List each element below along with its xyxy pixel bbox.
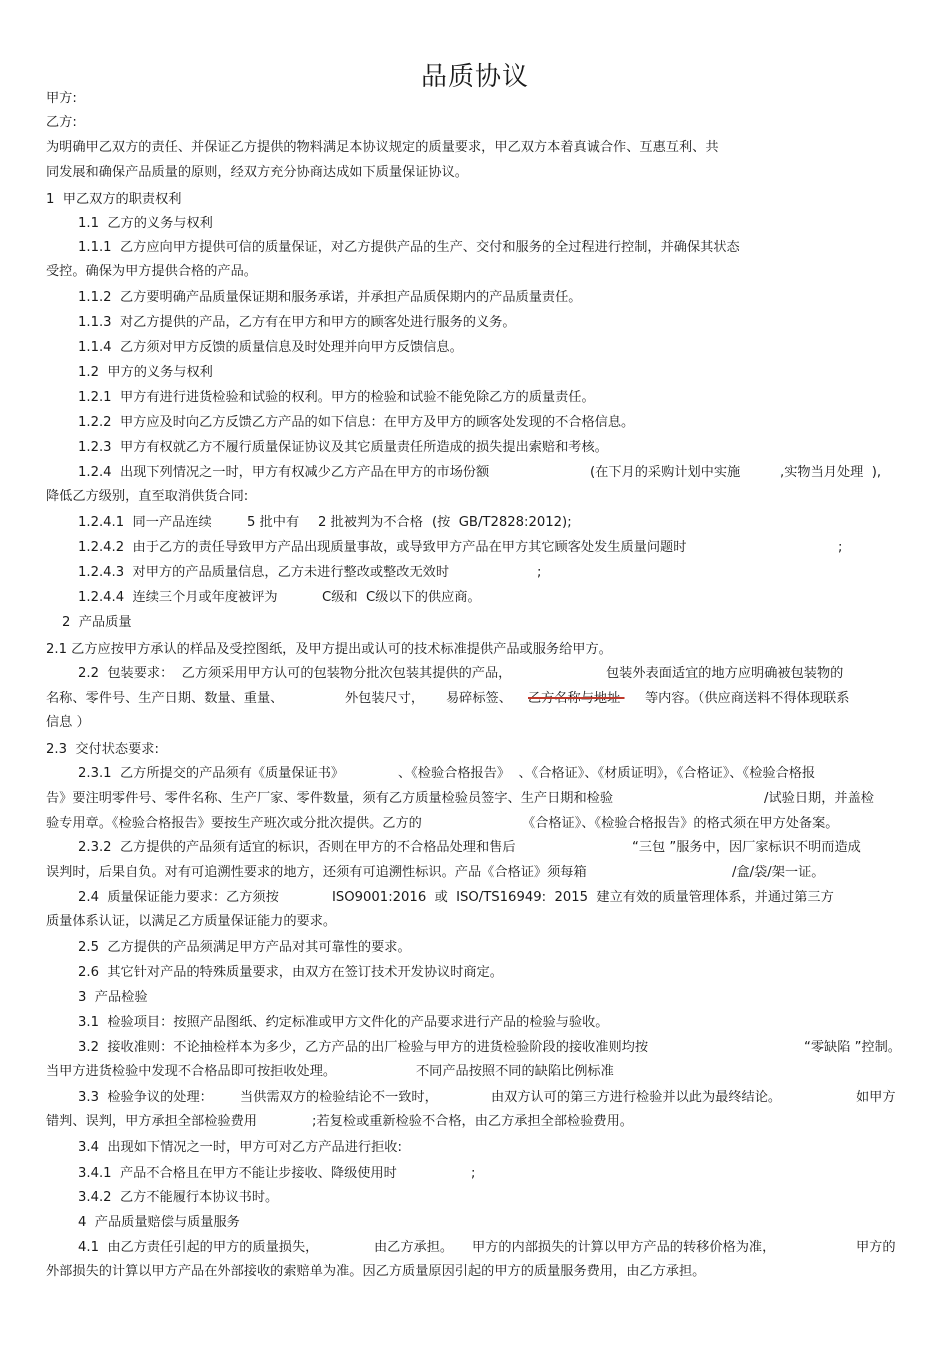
text-segment: 如甲方 xyxy=(856,1090,896,1105)
text-segment: /盒/袋/架一证。 xyxy=(732,865,825,880)
text-segment: 2.3 交付状态要求: xyxy=(46,742,159,757)
text-line-s1-1-3 xyxy=(0,311,950,335)
text-line-s3-4-1 xyxy=(0,1162,950,1186)
text-line-s1-2-1 xyxy=(0,386,950,410)
text-segment: 1.1.4 乙方须对甲方反馈的质量信息及时处理并向甲方反馈信息。 xyxy=(78,340,463,355)
text-segment: 乙方名称与地址 xyxy=(528,691,625,706)
text-line-party-b xyxy=(0,111,950,135)
text-line-s2-3-2a xyxy=(0,836,950,860)
text-segment: 同发展和确保产品质量的原则，经双方充分协商达成如下质量保证协议。 xyxy=(46,165,468,180)
text-segment: 1.2 甲方的义务与权利 xyxy=(78,365,213,380)
text-segment: 外部损失的计算以甲方产品在外部接收的索赔单为准。因乙方质量原因引起的甲方的质量服务费用，由乙方承担。 xyxy=(46,1264,706,1279)
text-line-intro-1 xyxy=(0,136,950,160)
text-segment: 1.2.2 甲方应及时向乙方反馈乙方产品的如下信息：在甲方及甲方的顾客处发现的不合格信息。 xyxy=(78,415,635,430)
text-segment: 甲方的内部损失的计算以甲方产品的转移价格为准， xyxy=(472,1240,776,1255)
text-segment: 2.1 乙方应按甲方承认的样品及受控图纸，及甲方提出或认可的技术标准提供产品或服务给甲方。 xyxy=(46,642,612,657)
text-segment: 3.4.2 乙方不能履行本协议书时。 xyxy=(78,1190,279,1205)
text-line-s2-4a xyxy=(0,886,950,910)
text-line-s1-1-1b xyxy=(0,260,950,284)
text-segment: 为明确甲乙双方的责任、并保证乙方提供的物料满足本协议规定的质量要求，甲乙双方本着真诚合作、互惠互利、共 xyxy=(46,140,719,155)
text-segment: 名称、零件号、生产日期、数量、重量、 xyxy=(46,691,284,706)
text-line-intro-2 xyxy=(0,161,950,185)
text-segment: 1.2.3 甲方有权就乙方不履行质量保证协议及其它质量责任所造成的损失提出索赔和考核。 xyxy=(78,440,608,455)
text-segment: 2.6 其它针对产品的特殊质量要求，由双方在签订技术开发协议时商定。 xyxy=(78,965,503,980)
text-line-s2-2a xyxy=(0,662,950,686)
text-line-s2-3-1b xyxy=(0,787,950,811)
text-segment: 甲方的 xyxy=(856,1240,896,1255)
text-segment: 由双方认可的第三方进行检验并以此为最终结论。 xyxy=(491,1090,782,1105)
text-line-s1-1-2 xyxy=(0,286,950,310)
text-segment: /试验日期，并盖检 xyxy=(764,791,874,806)
text-segment: 1.1.3 对乙方提供的产品，乙方有在甲方和甲方的顾客处进行服务的义务。 xyxy=(78,315,516,330)
text-segment: 《合格证》、《检验合格报告》的格式须在甲方处备案。 xyxy=(522,816,839,831)
document-title: 品质协议 xyxy=(420,62,529,92)
text-segment: 2.4 质量保证能力要求：乙方须按 xyxy=(78,890,279,905)
text-segment: 错判、误判，甲方承担全部检验费用 xyxy=(46,1114,257,1129)
text-segment: 1.2.4.4 连续三个月或年度被评为 xyxy=(78,590,278,605)
text-line-s1-1-4 xyxy=(0,336,950,360)
text-segment: 1.2.4.1 同一产品连续 xyxy=(78,515,212,530)
text-line-s2-3-1c xyxy=(0,812,950,836)
text-segment: 2 批被判为不合格 xyxy=(318,515,423,530)
text-line-s1 xyxy=(0,188,950,212)
text-segment: 1.2.4.2 由于乙方的责任导致甲方产品出现质量事故，或导致甲方产品在甲方其它顾客处发生质量问题时 xyxy=(78,540,687,555)
text-segment: ;若复检或重新检验不合格，由乙方承担全部检验费用。 xyxy=(312,1114,633,1129)
text-line-s4-1b xyxy=(0,1260,950,1284)
text-line-s1-2-4b xyxy=(0,485,950,509)
text-line-s1-2-3 xyxy=(0,436,950,460)
text-line-s1-1-1a xyxy=(0,236,950,260)
text-line-s3-2a xyxy=(0,1036,950,1060)
text-segment: 误判时，后果自负。对有可追溯性要求的地方，还须有可追溯性标识。产品《合格证》须每箱 xyxy=(46,865,587,880)
text-segment: 1.2.4 出现下列情况之一时，甲方有权减少乙方产品在甲方的市场份额 xyxy=(78,465,490,480)
text-line-s2-2b xyxy=(0,687,950,711)
text-line-s3-4 xyxy=(0,1136,950,1160)
text-segment: 外包装尺寸， xyxy=(345,691,425,706)
text-segment: ,实物当月处理 ), xyxy=(780,465,882,480)
text-segment: 3.1 检验项目：按照产品图纸、约定标准或甲方文件化的产品要求进行产品的检验与验收。 xyxy=(78,1015,609,1030)
text-line-s2-6 xyxy=(0,961,950,985)
text-line-s1-2-2 xyxy=(0,411,950,435)
text-line-s2-1 xyxy=(0,638,950,662)
text-line-s2-5 xyxy=(0,936,950,960)
text-line-s1-2-4a xyxy=(0,461,950,485)
text-segment: 5 批中有 xyxy=(247,515,300,530)
text-line-s1-2-4-4 xyxy=(0,586,950,610)
text-line-s3-1 xyxy=(0,1011,950,1035)
text-segment: “零缺陷 ”控制。 xyxy=(804,1040,901,1055)
text-line-s2-3-1a xyxy=(0,762,950,786)
text-line-s3-4-2 xyxy=(0,1186,950,1210)
text-segment: 2.3.1 乙方所提交的产品须有《质量保证书》 xyxy=(78,766,345,781)
text-segment: ; xyxy=(537,565,542,580)
text-segment: 不同产品按照不同的缺陷比例标准 xyxy=(416,1064,614,1079)
text-segment: 质量体系认证，以满足乙方质量保证能力的要求。 xyxy=(46,914,337,929)
text-segment: 1.1.1 乙方应向甲方提供可信的质量保证，对乙方提供产品的生产、交付和服务的全过程进行控制，并确保其状态 xyxy=(78,240,740,255)
text-segment: 由乙方承担。 xyxy=(374,1240,454,1255)
text-segment: 2.2 包装要求： 乙方须采用甲方认可的包装物分批次包装其提供的产品， xyxy=(78,666,512,681)
text-segment: 2.5 乙方提供的产品须满足甲方产品对其可靠性的要求。 xyxy=(78,940,411,955)
text-segment: 信息 ） xyxy=(46,715,90,730)
text-line-s3 xyxy=(0,986,950,1010)
text-segment: ISO9001:2016 或 ISO/TS16949: 2015 建立有效的质量管理体系，并通过第三方 xyxy=(332,890,834,905)
text-line-s3-2b xyxy=(0,1060,950,1084)
text-line-s2-2c xyxy=(0,711,950,735)
text-segment: 1.1.2 乙方要明确产品质量保证期和服务承诺，并承担产品质保期内的产品质量责任。 xyxy=(78,290,582,305)
text-segment: 3.2 接收准则：不论抽检样本为多少，乙方产品的出厂检验与甲方的进货检验阶段的接收准则均按 xyxy=(78,1040,649,1055)
text-segment: ; xyxy=(471,1166,476,1181)
text-segment: 受控。确保为甲方提供合格的产品。 xyxy=(46,264,257,279)
text-segment: 2.3.2 乙方提供的产品须有适宜的标识，否则在甲方的不合格品处理和售后 xyxy=(78,840,516,855)
text-line-s3-3b xyxy=(0,1110,950,1134)
text-line-s1-2-4-1 xyxy=(0,511,950,535)
text-segment: 3.4 出现如下情况之一时，甲方可对乙方产品进行拒收: xyxy=(78,1140,402,1155)
text-segment: 等内容。（供应商送料不得体现联系 xyxy=(645,691,850,706)
text-segment: 1 甲乙双方的职责权利 xyxy=(46,192,182,207)
text-line-s1-2 xyxy=(0,361,950,385)
text-segment: 4 产品质量赔偿与质量服务 xyxy=(78,1215,240,1230)
text-line-s4-1a xyxy=(0,1236,950,1260)
text-segment: 降低乙方级别，直至取消供货合同: xyxy=(46,489,249,504)
text-segment: 当供需双方的检验结论不一致时， xyxy=(240,1090,438,1105)
text-line-s3-3a xyxy=(0,1086,950,1110)
text-segment: 乙方: xyxy=(46,115,77,130)
text-segment: 2 产品质量 xyxy=(62,615,132,630)
text-line-party-a xyxy=(0,87,950,111)
text-line-s1-2-4-3 xyxy=(0,561,950,585)
text-line-s2-3-2b xyxy=(0,861,950,885)
text-segment: 1.2.1 甲方有进行进货检验和试验的权利。甲方的检验和试验不能免除乙方的质量责任。 xyxy=(78,390,595,405)
text-segment: C级和 C级以下的供应商。 xyxy=(322,590,481,605)
text-segment: ; xyxy=(838,540,843,555)
text-segment: 1.2.4.3 对甲方的产品质量信息，乙方未进行整改或整改无效时 xyxy=(78,565,450,580)
text-segment: 包装外表面适宜的地方应明确被包装物的 xyxy=(606,666,844,681)
text-line-s2 xyxy=(0,611,950,635)
text-segment: (按 GB/T2828:2012); xyxy=(432,515,572,530)
text-segment: 1.1 乙方的义务与权利 xyxy=(78,216,213,231)
text-line-s2-3 xyxy=(0,738,950,762)
text-segment: (在下月的采购计划中实施 xyxy=(590,465,741,480)
text-segment: 3 产品检验 xyxy=(78,990,148,1005)
text-segment: 、《检验合格报告》 、《合格证》、《材质证明》，《合格证》、《检验合格报 xyxy=(398,766,816,781)
text-segment: 易碎标签、 xyxy=(446,691,512,706)
text-segment: “三包 ”服务中，因厂家标识不明而造成 xyxy=(632,840,861,855)
text-segment: 3.3 检验争议的处理： xyxy=(78,1090,213,1105)
text-line-s1-2-4-2 xyxy=(0,536,950,560)
text-line-s2-4b xyxy=(0,910,950,934)
text-line-s1-1 xyxy=(0,212,950,236)
text-segment: 当甲方进货检验中发现不合格品即可按拒收处理。 xyxy=(46,1064,337,1079)
text-line-s4 xyxy=(0,1211,950,1235)
text-segment: 4.1 由乙方责任引起的甲方的质量损失， xyxy=(78,1240,319,1255)
text-segment: 验专用章。《检验合格报告》要按生产班次或分批次提供。乙方的 xyxy=(46,816,422,831)
text-segment: 甲方: xyxy=(46,91,77,106)
text-segment: 3.4.1 产品不合格且在甲方不能让步接收、降级使用时 xyxy=(78,1166,397,1181)
text-segment: 告》要注明零件号、零件名称、生产厂家、零件数量，须有乙方质量检验员签字、生产日期和检验 xyxy=(46,791,614,806)
